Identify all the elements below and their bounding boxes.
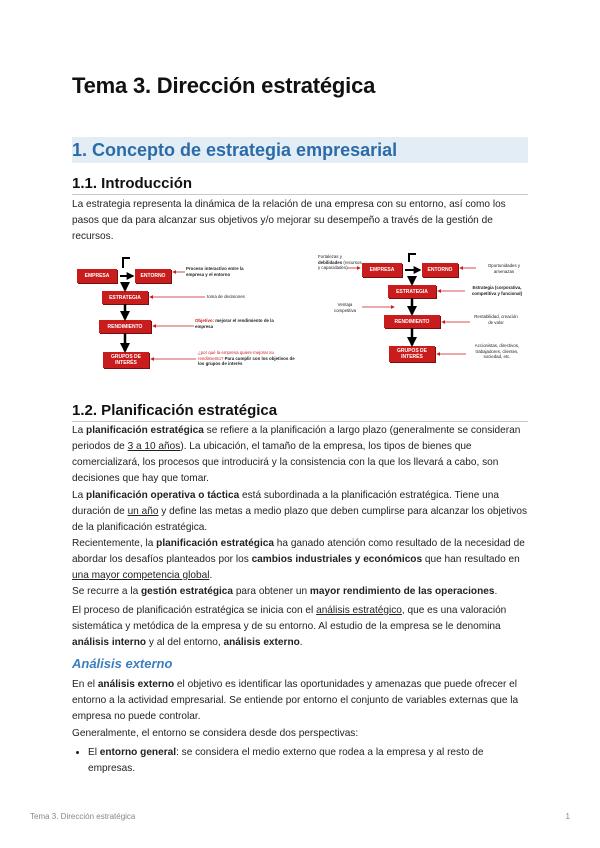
page-title: Tema 3. Dirección estratégica bbox=[72, 73, 376, 98]
planning-paragraph-5: El proceso de planificación estratégica se inicia con el análisis estratégico, que es una valoración sistemática y metódica de la empresa y de su entorno. Al estudio de la empresa se le denomina análisis interno y al del entorno, análisis externo. bbox=[72, 605, 507, 648]
d2-note-fortalezas-lead: Fortalezas y bbox=[318, 254, 342, 259]
d2-box-entorno: ENTORNO bbox=[422, 263, 458, 277]
d1-box-rendimiento: RENDIMIENTO bbox=[99, 320, 151, 333]
planning-paragraph-2: La planificación operativa o táctica está subordinada a la planificación estratégica. Tiene una duración de un año y define las metas a medio plazo que deben cumplirse para alcanzar los objetivos de la planificación estratégica. bbox=[72, 490, 528, 533]
d2-note-ventaja: Ventaja competitiva bbox=[333, 302, 357, 313]
external-bullet-list bbox=[72, 745, 528, 777]
d2-box-estrategia: ESTRATEGIA bbox=[388, 285, 436, 298]
d2-note-oportunidades: Oportunidades y amenazas bbox=[487, 263, 521, 274]
d1-note-objetivo-lead: Objetivo: bbox=[195, 318, 215, 323]
planning-paragraph-1: La planificación estratégica se refiere a la planificación a largo plazo (generalmente se consideran periodos de 3 a 10 años). La ubicación, el tamaño de la empresa, los tipos de bienes que comercializará, los procesos que introducirá y la consistencia con la que los llevará a cabo, son decisiones que hay que tomar. bbox=[72, 425, 521, 484]
list-item: • El entorno general: se considera el medio externo que rodea a la empresa y al resto de empresas. bbox=[88, 745, 528, 777]
d2-box-empresa: EMPRESA bbox=[362, 263, 402, 277]
d1-note-porque bbox=[198, 350, 298, 367]
d1-note-proceso: Proceso interactivo entre la empresa y el entorno bbox=[186, 266, 244, 277]
d1-note-objetivo-rest: mejorar el rendimiento de la empresa bbox=[195, 318, 274, 329]
d2-note-fortalezas bbox=[318, 254, 362, 271]
d2-note-fortalezas-bold: debilidades bbox=[318, 259, 343, 265]
external-paragraph-1: En el análisis externo el objetivo es identificar las oportunidades y amenazas que puede ofrecer el entorno a la actividad empresarial. Se entiende por entorno el conjunto de variables externas que la empresa no puede controlar. bbox=[72, 679, 519, 722]
intro-rule bbox=[72, 194, 528, 195]
d1-box-estrategia: ESTRATEGIA bbox=[102, 291, 148, 304]
d2-note-fortalezas-rest: (recursos y capacidades) bbox=[318, 259, 362, 271]
page-number: 1 bbox=[565, 812, 570, 821]
d2-note-accionistas: Accionistas, directivos, trabajadores, clientes, sociedad, etc. bbox=[474, 343, 520, 360]
d2-box-rendimiento: RENDIMIENTO bbox=[384, 315, 440, 328]
planning-rule bbox=[72, 421, 528, 422]
d1-box-empresa: EMPRESA bbox=[77, 269, 117, 283]
intro-paragraph: La estrategia representa la dinámica de la relación de una empresa con su entorno, así como los pasos que da para alcanzar sus objetivos y/o mejorar su desempeño a través de la gestión de recursos. bbox=[72, 199, 506, 242]
d1-box-entorno: ENTORNO bbox=[135, 269, 171, 283]
d2-note-rentabilidad: Rentabilidad, creación de valor bbox=[474, 314, 518, 325]
intro-heading: 1.1. Introducción bbox=[72, 175, 193, 192]
external-heading: Análisis externo bbox=[72, 656, 173, 671]
d2-box-grupos: GRUPOS DE INTERÉS bbox=[389, 346, 435, 362]
planning-heading: 1.2. Planificación estratégica bbox=[72, 402, 278, 419]
footer-title: Tema 3. Dirección estratégica bbox=[30, 812, 136, 821]
external-paragraph-2: Generalmente, el entorno se considera desde dos perspectivas: bbox=[72, 728, 359, 739]
d1-note-toma: toma de decisiones bbox=[207, 294, 245, 299]
planning-paragraph-4: Se recurre a la gestión estratégica para obtener un mayor rendimiento de las operaciones. bbox=[72, 586, 498, 597]
section-heading: 1. Concepto de estrategia empresarial bbox=[72, 140, 398, 160]
planning-paragraph-3: Recientemente, la planificación estratégica ha ganado atención como resultado de la necesidad de abordar los desafíos planteados por los cambios industriales y económicos que han resultado en una mayor competencia global. bbox=[72, 538, 525, 581]
d1-box-grupos: GRUPOS DE INTERÉS bbox=[103, 352, 149, 368]
d1-note-porque-lead: ¿por qué la empresa quiere mejorar su rendimiento? bbox=[198, 350, 274, 361]
d1-note-objetivo bbox=[195, 318, 290, 329]
d1-note-porque-rest: Para cumplir con los objetivos de los grupos de interés bbox=[198, 355, 295, 367]
d2-note-estrategia: Estrategia (corporativa, competitiva y funcional) bbox=[471, 285, 523, 296]
